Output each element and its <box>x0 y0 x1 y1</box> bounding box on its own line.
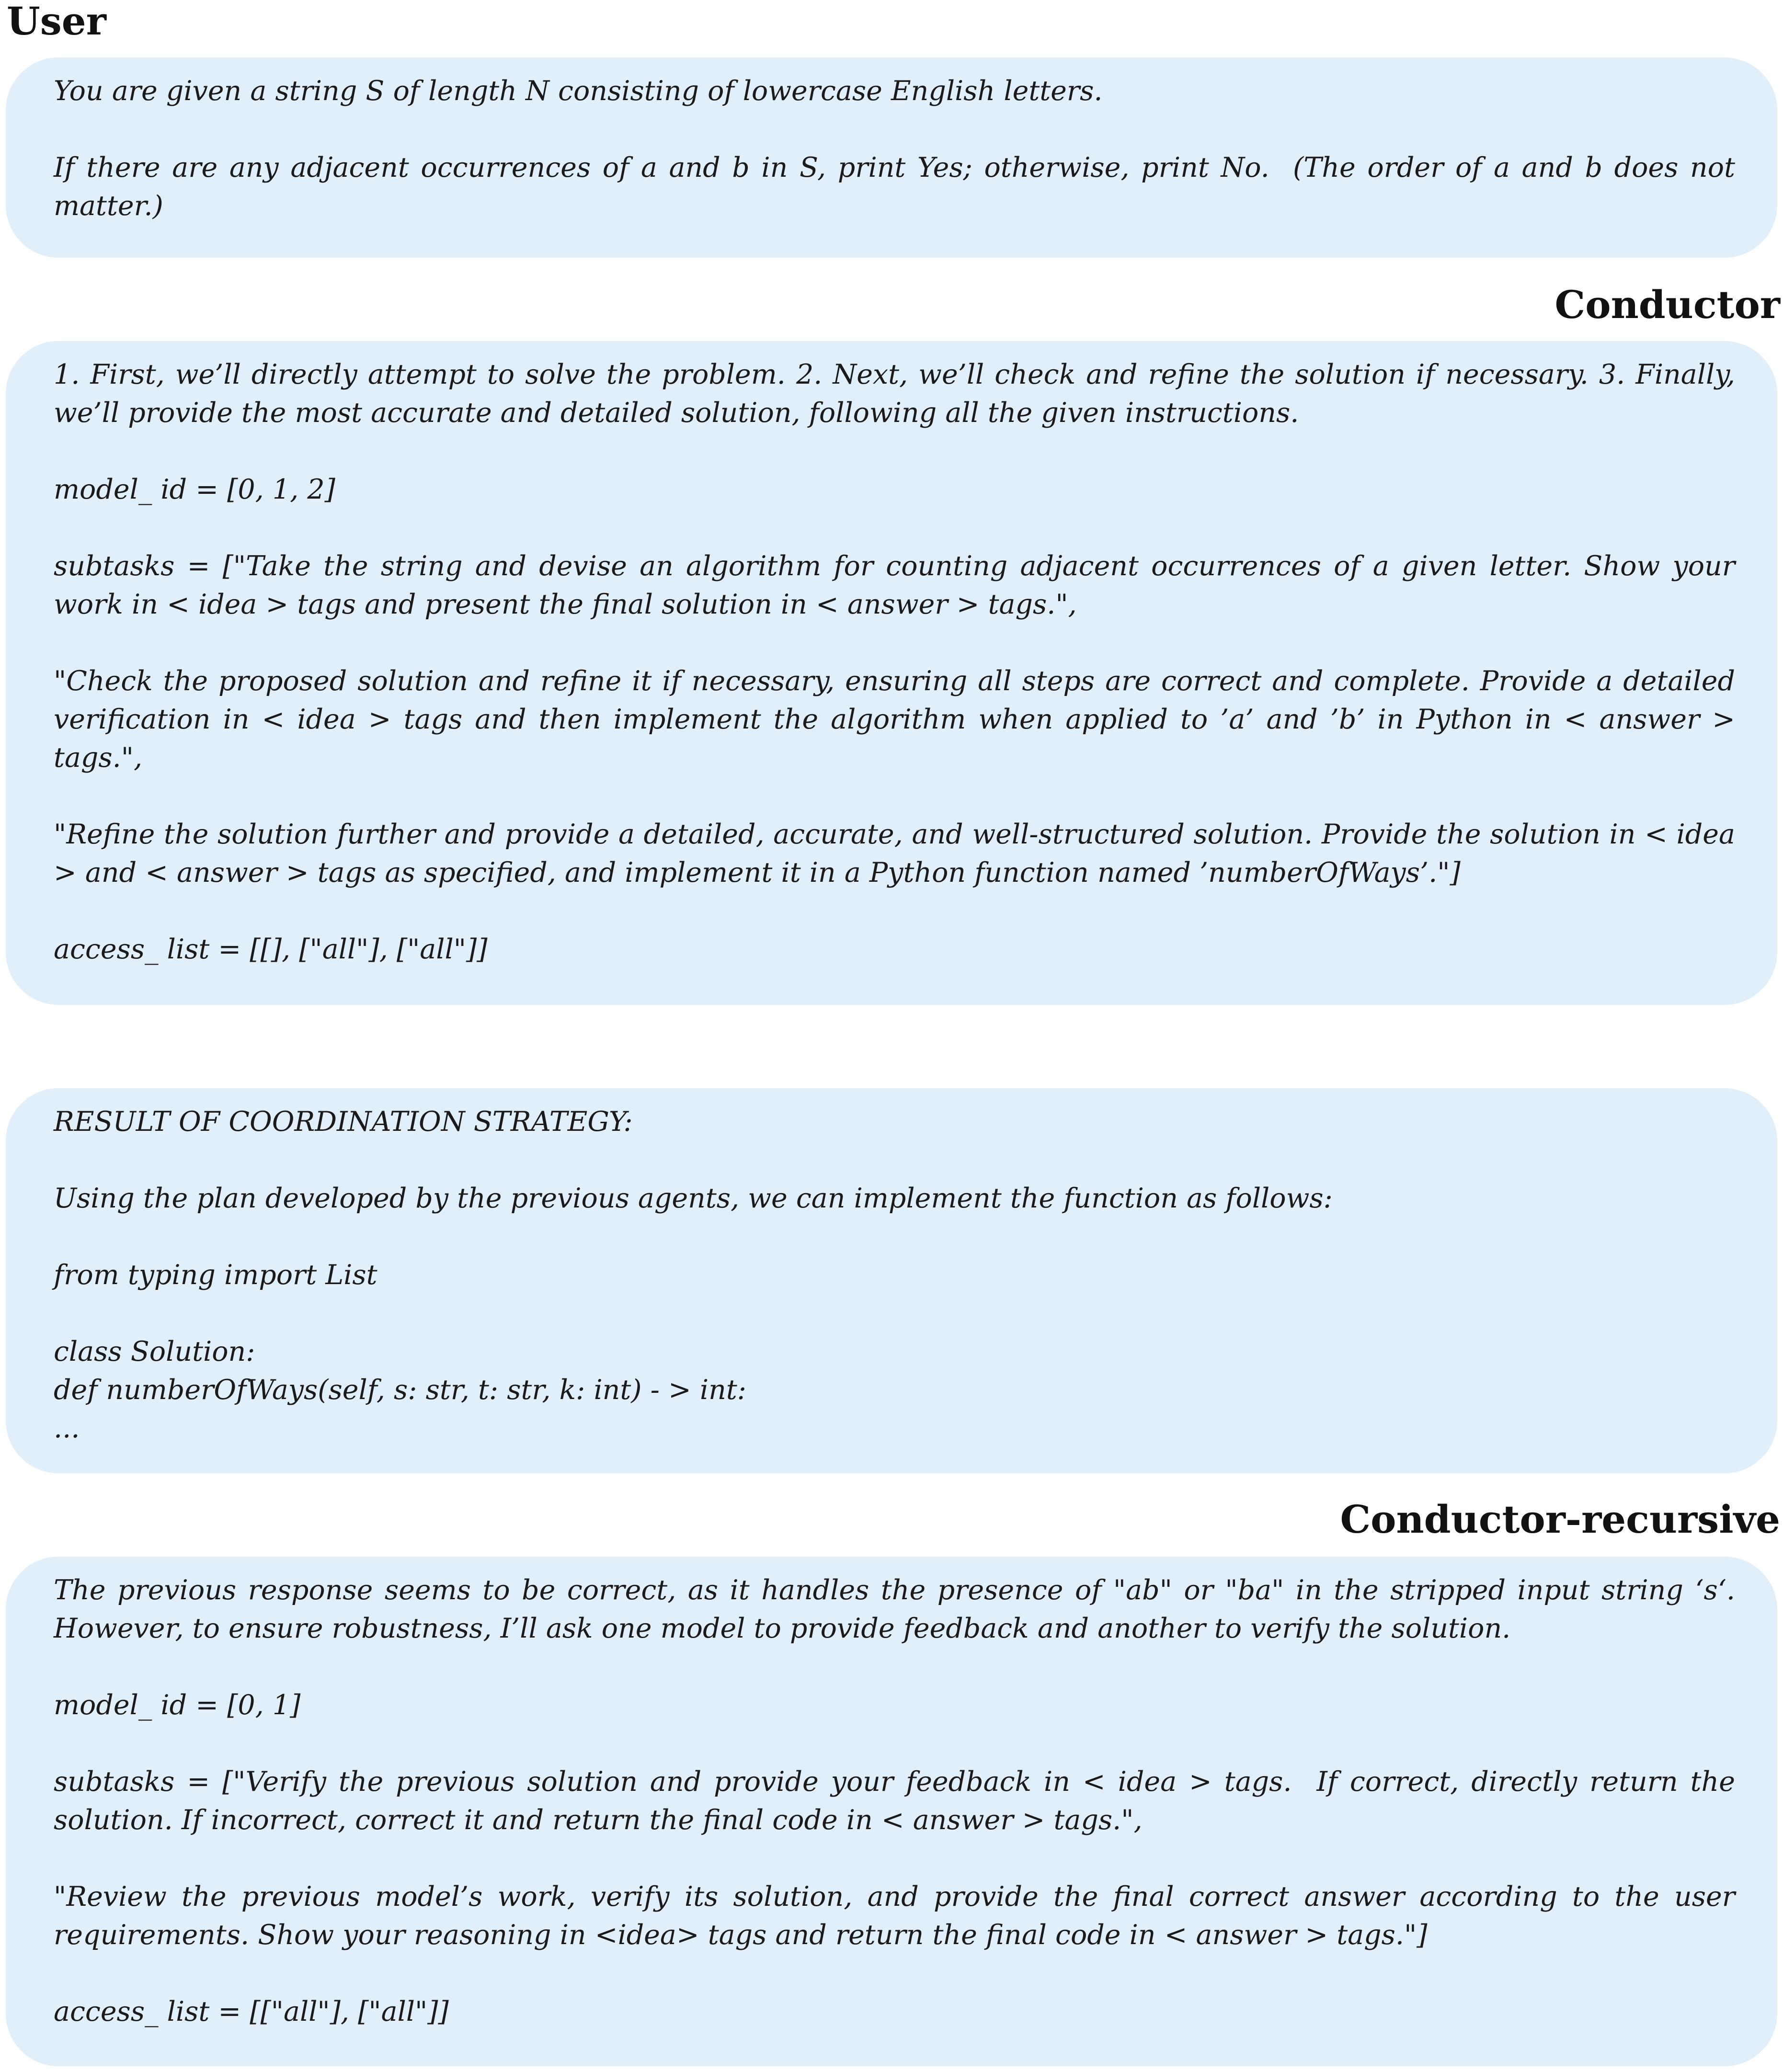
result-heading: RESULT OF COORDINATION STRATEGY: <box>54 1106 633 1138</box>
result-ellipsis: ... <box>54 1412 80 1444</box>
recursive-assessment-paragraph: The previous response seems to be correct, as it handles the presence of "ab" or "ba" in the stripped input string ‘s‘. However, to ensure robustness, I’ll ask one model to provide feedback and another to verify the solution. <box>54 1574 1744 1644</box>
result-intro: Using the plan developed by the previous agents, we can implement the function as follows: <box>54 1183 1333 1214</box>
recursive-message-bubble <box>6 1557 1777 2066</box>
result-class-line: class Solution: <box>54 1336 255 1367</box>
conductor-message-bubble <box>6 341 1777 1005</box>
conductor-model-id: model_ id = [0, 1, 2] <box>54 474 335 505</box>
user-speaker-label: User <box>7 0 106 44</box>
conductor-subtask-3: "Refine the solution further and provide a detailed, accurate, and well-structured solution. Provide the solution in < idea > and < answer > tags as specified, and implement it in a Python function named ’numberOfWays’."] <box>54 819 1744 888</box>
recursive-access-list: access_ list = [["all"], ["all"]] <box>54 1996 449 2027</box>
conductor-plan-paragraph: 1. First, we’ll directly attempt to solve the problem. 2. Next, we’ll check and refine the solution if necessary. 3. Finally, we’ll provide the most accurate and detailed solution, following all the given instructions. <box>54 359 1744 429</box>
user-message-paragraph: You are given a string S of length N consisting of lowercase English letters. <box>54 75 1103 107</box>
recursive-speaker-label: Conductor-recursive <box>1340 1497 1780 1542</box>
conductor-subtask-2: "Check the proposed solution and refine it if necessary, ensuring all steps are correct and complete. Provide a detailed verification in < idea > tags and then implement the algorithm when applied to ’a’ and ’b’ in Python in < answer > tags.", <box>54 665 1744 774</box>
result-import-line: from typing import List <box>54 1259 377 1291</box>
result-def-line: def numberOfWays(self, s: str, t: str, k: int) - > int: <box>54 1374 746 1406</box>
conductor-access-list: access_ list = [[], ["all"], ["all"]] <box>54 934 488 965</box>
conductor-subtask-1: subtasks = ["Take the string and devise an algorithm for counting adjacent occurrences of a given letter. Show your work in < idea > tags and present the final solution in < answer > tags.", <box>54 550 1744 620</box>
recursive-subtask-2: "Review the previous model’s work, verify its solution, and provide the final correct answer according to the user requirements. Show your reasoning in <idea> tags and return the final code in < answer > tags."] <box>54 1881 1744 1951</box>
result-message-bubble <box>6 1088 1777 1473</box>
recursive-model-id: model_ id = [0, 1] <box>54 1689 301 1721</box>
recursive-subtask-1: subtasks = ["Verify the previous solution and provide your feedback in < idea > tags. If correct, directly return the solution. If incorrect, correct it and return the final code in < answer > tags.", <box>54 1766 1744 1836</box>
conductor-speaker-label: Conductor <box>1554 282 1780 327</box>
user-message-paragraph: If there are any adjacent occurrences of a and b in S, print Yes; otherwise, print No. (The order of a and b does not matter.) <box>54 152 1744 222</box>
user-message-bubble <box>6 57 1777 258</box>
